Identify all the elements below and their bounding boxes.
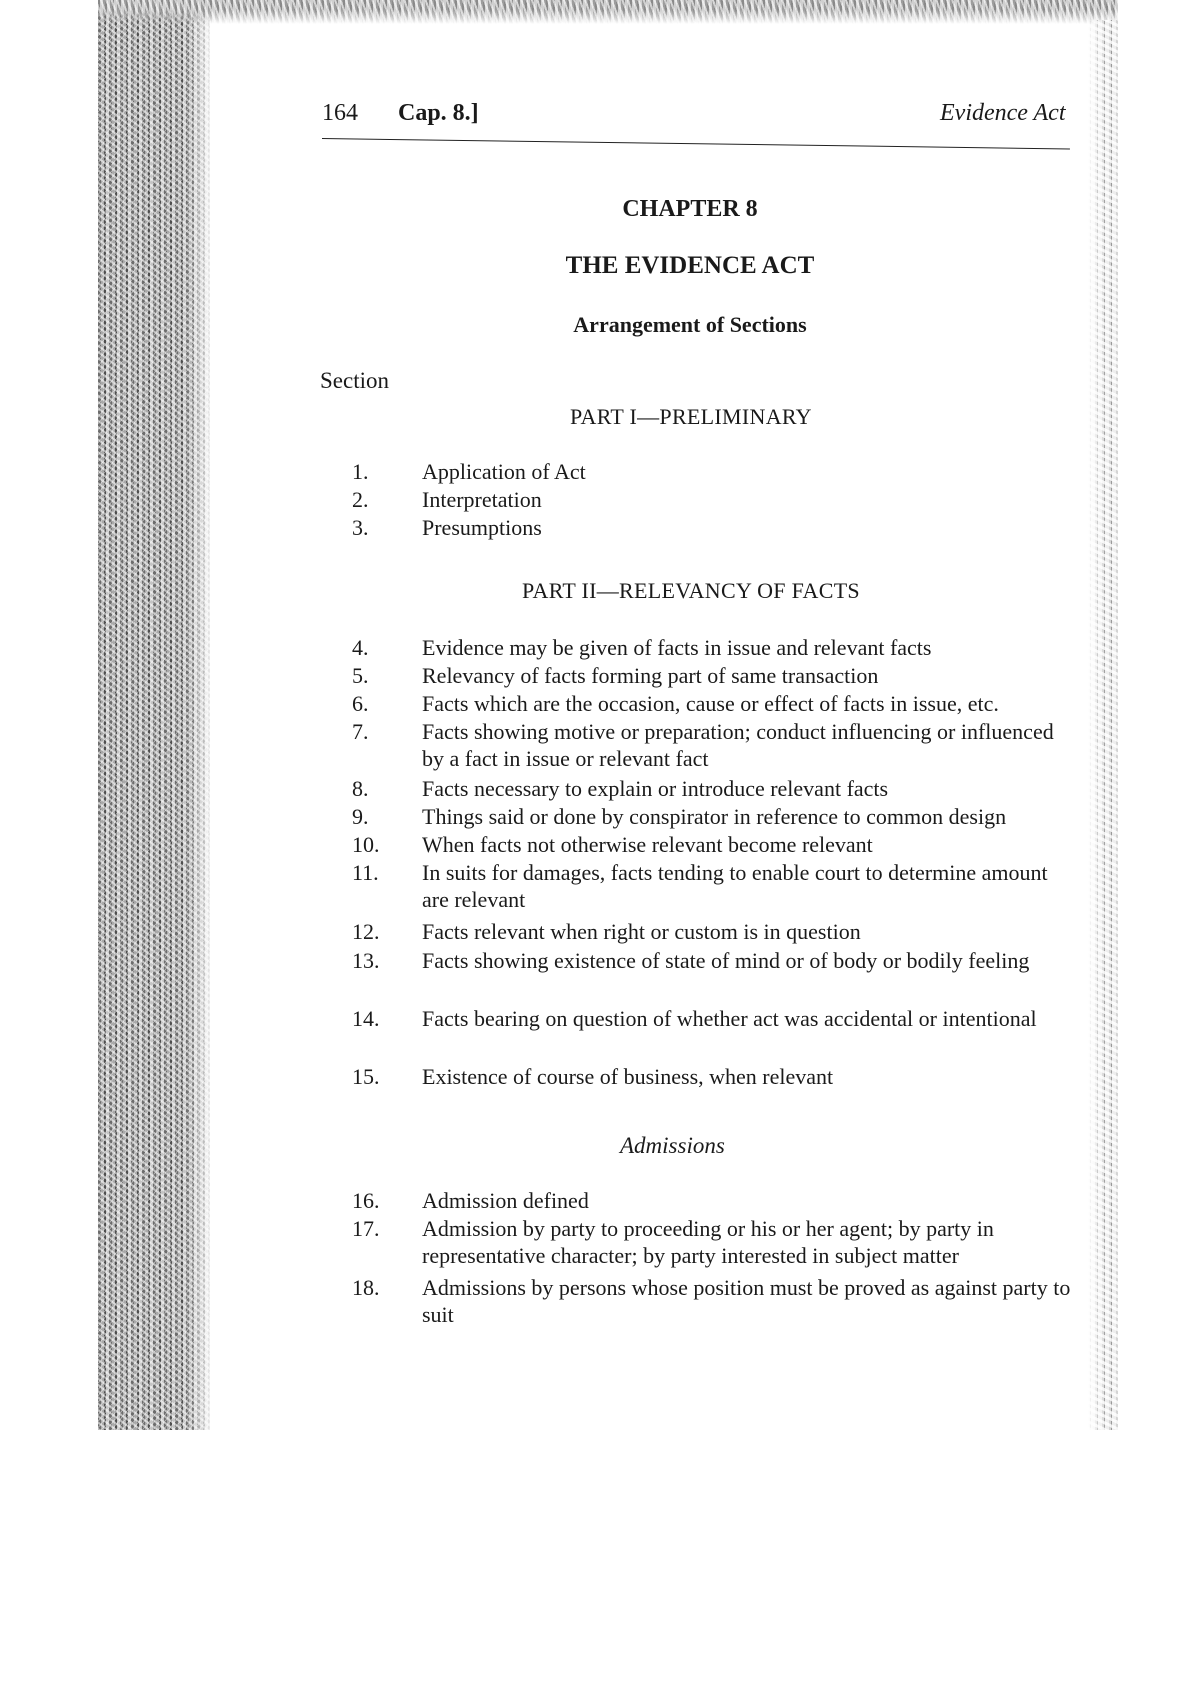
section-title: Facts bearing on question of whether act was accidental or intentional [422, 1006, 1037, 1031]
section-number: 5. [352, 663, 369, 688]
scan-edge-top [98, 0, 1118, 24]
section-title: Interpretation [422, 487, 542, 512]
section-title: Facts relevant when right or custom is in question [422, 919, 861, 944]
section-number: 14. [352, 1006, 380, 1031]
section-number: 18. [352, 1275, 380, 1300]
section-title: Presumptions [422, 515, 542, 540]
section-title: Facts showing existence of state of mind or of body or bodily feeling [422, 948, 1030, 973]
arrangement-heading: Arrangement of Sections [573, 312, 807, 337]
section-number: 16. [352, 1188, 380, 1213]
subheading-admissions: Admissions [620, 1133, 725, 1158]
section-title: Things said or done by conspirator in reference to common design [422, 804, 1007, 829]
section-title: Admissions by persons whose position must be proved as against party to suit [422, 1275, 1071, 1327]
section-number: 3. [352, 515, 369, 540]
section-number: 6. [352, 691, 369, 716]
part-heading-2: PART II—RELEVANCY OF FACTS [522, 578, 860, 603]
section-entry [352, 486, 1072, 513]
section-entry [352, 947, 1072, 974]
chapter-heading: CHAPTER 8 [622, 196, 758, 222]
section-number: 4. [352, 635, 369, 660]
section-column-label: Section [320, 368, 389, 393]
running-title: Evidence Act [940, 100, 1066, 126]
section-number: 2. [352, 487, 369, 512]
section-title: Admission by party to proceeding or his or her agent; by party in representative character; by party interested in subject matter [422, 1216, 994, 1268]
section-entry [352, 859, 1072, 913]
section-title: Existence of course of business, when relevant [422, 1064, 834, 1089]
section-entry [352, 1005, 1072, 1032]
part-heading-1: PART I—PRELIMINARY [570, 404, 812, 429]
section-title: In suits for damages, facts tending to enable court to determine amount are relevant [422, 860, 1048, 912]
section-title: When facts not otherwise relevant become relevant [422, 832, 873, 857]
page-number: 164 [322, 100, 358, 126]
section-entry [352, 775, 1072, 802]
section-entry [352, 718, 1072, 772]
section-entry [352, 662, 1072, 689]
section-number: 13. [352, 948, 380, 973]
section-entry [352, 634, 1072, 661]
section-title: Facts showing motive or preparation; conduct influencing or influenced by a fact in issue or relevant fact [422, 719, 1054, 771]
section-entry [352, 1274, 1072, 1328]
section-number: 11. [352, 860, 379, 885]
section-title: Relevancy of facts forming part of same transaction [422, 663, 879, 688]
section-number: 17. [352, 1216, 380, 1241]
scan-edge-right [1088, 20, 1118, 1430]
chapter-reference: Cap. 8.] [398, 100, 479, 126]
section-entry [352, 1187, 1072, 1214]
scan-edge-left [98, 0, 210, 1430]
section-entry [352, 690, 1072, 717]
header-rule [322, 138, 1070, 149]
section-number: 12. [352, 919, 380, 944]
section-title: Facts which are the occasion, cause or effect of facts in issue, etc. [422, 691, 999, 716]
section-title: Application of Act [422, 459, 586, 484]
act-title: THE EVIDENCE ACT [565, 252, 815, 279]
section-entry [352, 803, 1072, 830]
section-entry [352, 831, 1072, 858]
section-number: 7. [352, 719, 369, 744]
section-number: 15. [352, 1064, 380, 1089]
section-number: 9. [352, 804, 369, 829]
section-entry [352, 1215, 1072, 1269]
section-entry [352, 1063, 1072, 1090]
section-number: 8. [352, 776, 369, 801]
section-number: 10. [352, 832, 380, 857]
section-entry [352, 918, 1072, 945]
section-title: Evidence may be given of facts in issue and relevant facts [422, 635, 932, 660]
section-entry [352, 458, 1072, 485]
section-title: Admission defined [422, 1188, 589, 1213]
section-number: 1. [352, 459, 369, 484]
section-title: Facts necessary to explain or introduce relevant facts [422, 776, 889, 801]
section-entry [352, 514, 1072, 541]
